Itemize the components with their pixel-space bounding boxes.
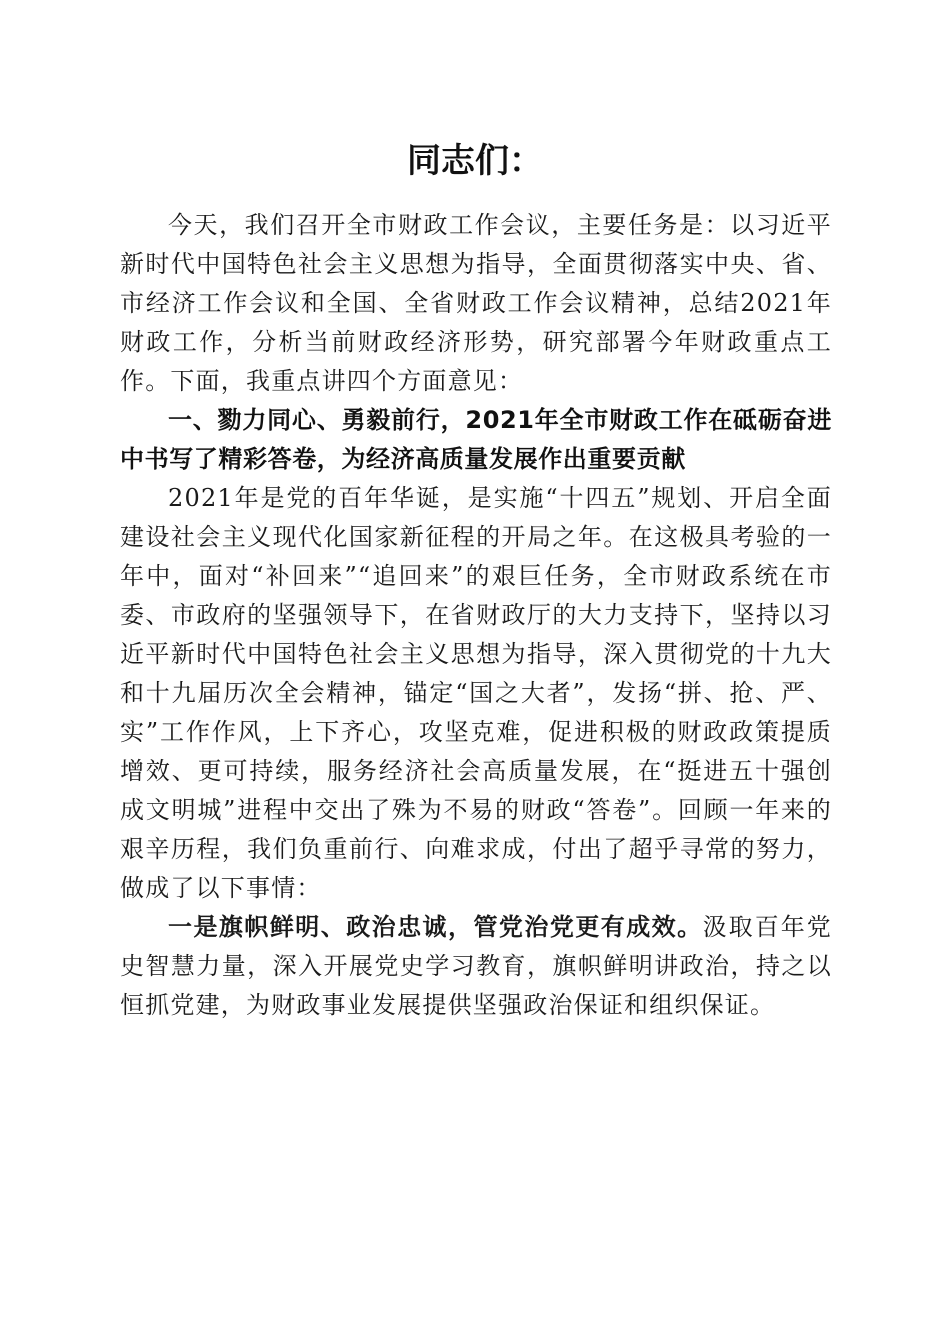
- section-paragraph: 2021年是党的百年华诞，是实施“十四五”规划、开启全面建设社会主义现代化国家新征程的开局之年。在这极具考验的一年中，面对“补回来”“追回来”的艰巨任务，全市财政系统在市委、市政府的坚强领导下，在省财政厅的大力支持下，坚持以习近平新时代中国特色社会主义思想为指导，深入贯彻党的十九大和十九届历次全会精神，锚定“国之大者”，发扬“拼、抢、严、实”工作作风，上下齐心，攻坚克难，促进积极的财政政策提质增效、更可持续，服务经济社会高质量发展，在“挺进五十强创成文明城”进程中交出了殊为不易的财政“答卷”。回顾一年来的艰辛历程，我们负重前行、向难求成，付出了超乎寻常的努力，做成了以下事情：: [120, 484, 832, 902]
- point-body: 汲取百年党史智慧力量，深入开展党史学习教育，旗帜鲜明讲政治，持之以恒抓党建，为财政事业发展提供坚强政治保证和组织保证。: [120, 913, 833, 1019]
- document-body: [120, 206, 832, 1025]
- point-paragraph: [120, 908, 832, 1025]
- section-heading: 一、勠力同心、勇毅前行，2021年全市财政工作在砥砺奋进中书写了精彩答卷，为经济高质量发展作出重要贡献: [120, 406, 832, 473]
- document-title: 同志们：: [407, 141, 543, 181]
- point-lead: 一是旗帜鲜明、政治忠诚，管党治党更有成效。: [168, 913, 703, 941]
- intro-paragraph: 今天，我们召开全市财政工作会议，主要任务是：以习近平新时代中国特色社会主义思想为指导，全面贯彻落实中央、省、市经济工作会议和全国、全省财政工作会议精神，总结2021年财政工作，分析当前财政经济形势，研究部署今年财政重点工作。下面，我重点讲四个方面意见：: [120, 211, 832, 395]
